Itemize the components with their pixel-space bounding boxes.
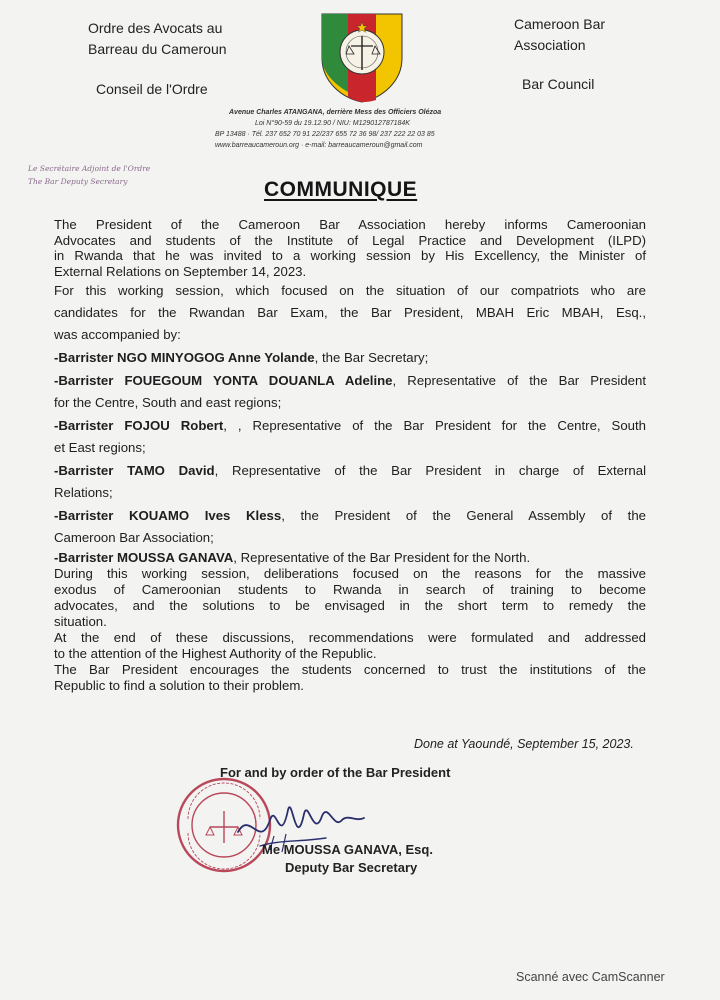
address-line: www.barreaucameroun.org · e-mail: barreaucameroun@gmail.com bbox=[215, 142, 423, 149]
member-item bbox=[54, 415, 646, 438]
header-left-line-3: Conseil de l'Ordre bbox=[96, 81, 208, 97]
signature-order-line: For and by order of the Bar President bbox=[220, 765, 451, 780]
member-item bbox=[54, 460, 646, 483]
header-left-line-2: Barreau du Cameroun bbox=[88, 41, 227, 57]
member-item bbox=[54, 347, 646, 370]
address-line: BP 13488 · Tél. 237 652 70 91 22/237 655 72 36 98/ 237 222 22 03 85 bbox=[215, 131, 435, 138]
address-block bbox=[215, 107, 535, 151]
header-right-line-3: Bar Council bbox=[522, 76, 595, 92]
communique-body bbox=[54, 217, 646, 694]
text-line: During this working session, deliberations focused on the reasons for the massive bbox=[54, 565, 646, 581]
text-line: The Bar President encourages the students concerned to trust the institutions of the bbox=[54, 661, 646, 677]
members-list bbox=[54, 347, 646, 550]
text-line: The President of the Cameroon Bar Association hereby informs Cameroonian bbox=[54, 217, 646, 232]
signatory-title: Deputy Bar Secretary bbox=[285, 860, 418, 875]
text-line: For this working session, which focused on the situation of our compatriots who are bbox=[54, 283, 646, 298]
member-role: , Representative of the Bar President bbox=[392, 372, 647, 388]
member-item bbox=[54, 505, 646, 528]
header-right-block bbox=[514, 14, 634, 95]
member-name: -Barrister MOUSSA GANAVA bbox=[54, 549, 234, 565]
header-right-line-1: Cameroon Bar bbox=[514, 16, 606, 32]
member-role: , , Representative of the Bar President for the Centre, South bbox=[223, 417, 646, 433]
member-role: , the Bar Secretary; bbox=[314, 350, 429, 365]
handwritten-note bbox=[28, 162, 150, 188]
text-line: External Relations on September 14, 2023. bbox=[54, 263, 307, 279]
header-left-block bbox=[88, 18, 263, 100]
text-line: Advocates and students of the Institute of Legal Practice and Development (ILPD) bbox=[54, 232, 646, 248]
text-line: At the end of these discussions, recommendations were formulated and addressed bbox=[54, 629, 646, 645]
document-title: COMMUNIQUE bbox=[264, 178, 418, 201]
session-paragraph bbox=[54, 280, 646, 346]
member-role: , Representative of the Bar President in charge of External bbox=[214, 462, 646, 478]
member-name: -Barrister NGO MINYOGOG Anne Yolande bbox=[54, 350, 315, 365]
member-name: -Barrister TAMO David bbox=[54, 462, 215, 478]
member-item bbox=[54, 370, 646, 393]
address-line: Avenue Charles ATANGANA, derrière Mess des Officiers Olézoa bbox=[229, 109, 442, 116]
handwritten-note-line: Le Secrétaire Adjoint de l'Ordre bbox=[28, 164, 151, 173]
member-role-continued: Cameroon Bar Association; bbox=[54, 530, 214, 545]
text-line: situation. bbox=[54, 613, 107, 629]
done-at-line: Done at Yaoundé, September 15, 2023. bbox=[414, 737, 634, 751]
member-name: -Barrister FOJOU Robert bbox=[54, 417, 224, 433]
text-line: in Rwanda that he was invited to a working session by His Excellency, the Minister of bbox=[54, 248, 646, 263]
text-line: was accompanied by: bbox=[54, 327, 181, 342]
intro-paragraph bbox=[54, 217, 646, 279]
text-line: candidates for the Rwandan Bar Exam, the Bar President, MBAH Eric MBAH, Esq., bbox=[54, 305, 646, 320]
member-role: , Representative of the Bar President for the North. bbox=[233, 549, 531, 565]
header-right-line-2: Association bbox=[514, 37, 586, 53]
text-line: advocates, and the solutions to be envisaged in the short term to remedy the bbox=[54, 597, 646, 613]
text-line: to the attention of the Highest Authority of the Republic. bbox=[54, 645, 377, 661]
header-left-line-1: Ordre des Avocats au bbox=[88, 20, 223, 36]
text-line: Republic to find a solution to their problem. bbox=[54, 677, 304, 693]
member-role-continued: for the Centre, South and east regions; bbox=[54, 395, 282, 410]
member-role: , the President of the General Assembly of the bbox=[281, 507, 646, 523]
member-item bbox=[54, 550, 646, 566]
member-name: -Barrister FOUEGOUM YONTA DOUANLA Adeline bbox=[54, 372, 393, 388]
closing-paragraphs bbox=[54, 550, 646, 694]
text-line: exodus of Cameroonian students to Rwanda in search of training to become bbox=[54, 581, 646, 597]
member-name: -Barrister KOUAMO Ives Kless bbox=[54, 507, 282, 523]
member-role-continued: et East regions; bbox=[54, 440, 146, 455]
signatory-name: Me MOUSSA GANAVA, Esq. bbox=[262, 842, 433, 857]
member-role-continued: Relations; bbox=[54, 485, 113, 500]
scanner-watermark: Scanné avec CamScanner bbox=[516, 970, 665, 984]
address-line: Loi N°90-59 du 19.12.90 / NIU: M129012787184K bbox=[255, 120, 410, 127]
handwritten-note-line: The Bar Deputy Secretary bbox=[28, 177, 128, 186]
bar-association-emblem-icon bbox=[320, 12, 404, 104]
